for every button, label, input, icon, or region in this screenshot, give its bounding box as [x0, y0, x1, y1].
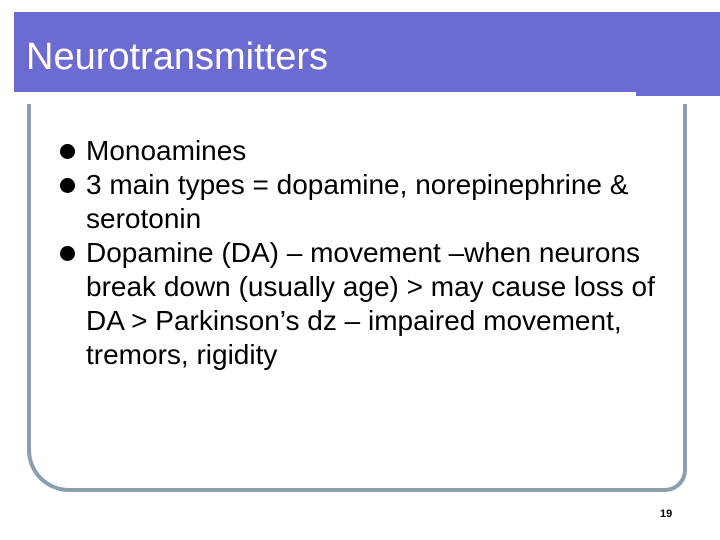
- bullet-text: Monoamines: [86, 135, 247, 166]
- bullet-list: [58, 134, 678, 372]
- title-underline: [14, 92, 636, 97]
- bullet-item-main-types: [58, 168, 678, 236]
- bullet-item-dopamine: [58, 236, 678, 372]
- slide-title: Neurotransmitters: [26, 36, 328, 78]
- bullet-item-monoamines: [58, 134, 678, 168]
- bullet-dot-icon: [60, 144, 75, 159]
- bullet-text: Dopamine (DA) – movement –when neurons break down (usually age) > may cause loss of DA > Parkinson’s dz – impaired movement, tremors, rigidity: [86, 237, 655, 370]
- bullet-dot-icon: [60, 246, 75, 261]
- bullet-dot-icon: [60, 178, 75, 193]
- bullet-text: 3 main types = dopamine, norepinephrine & serotonin: [86, 169, 629, 234]
- title-bar: [14, 12, 720, 96]
- page-number: 19: [660, 508, 673, 520]
